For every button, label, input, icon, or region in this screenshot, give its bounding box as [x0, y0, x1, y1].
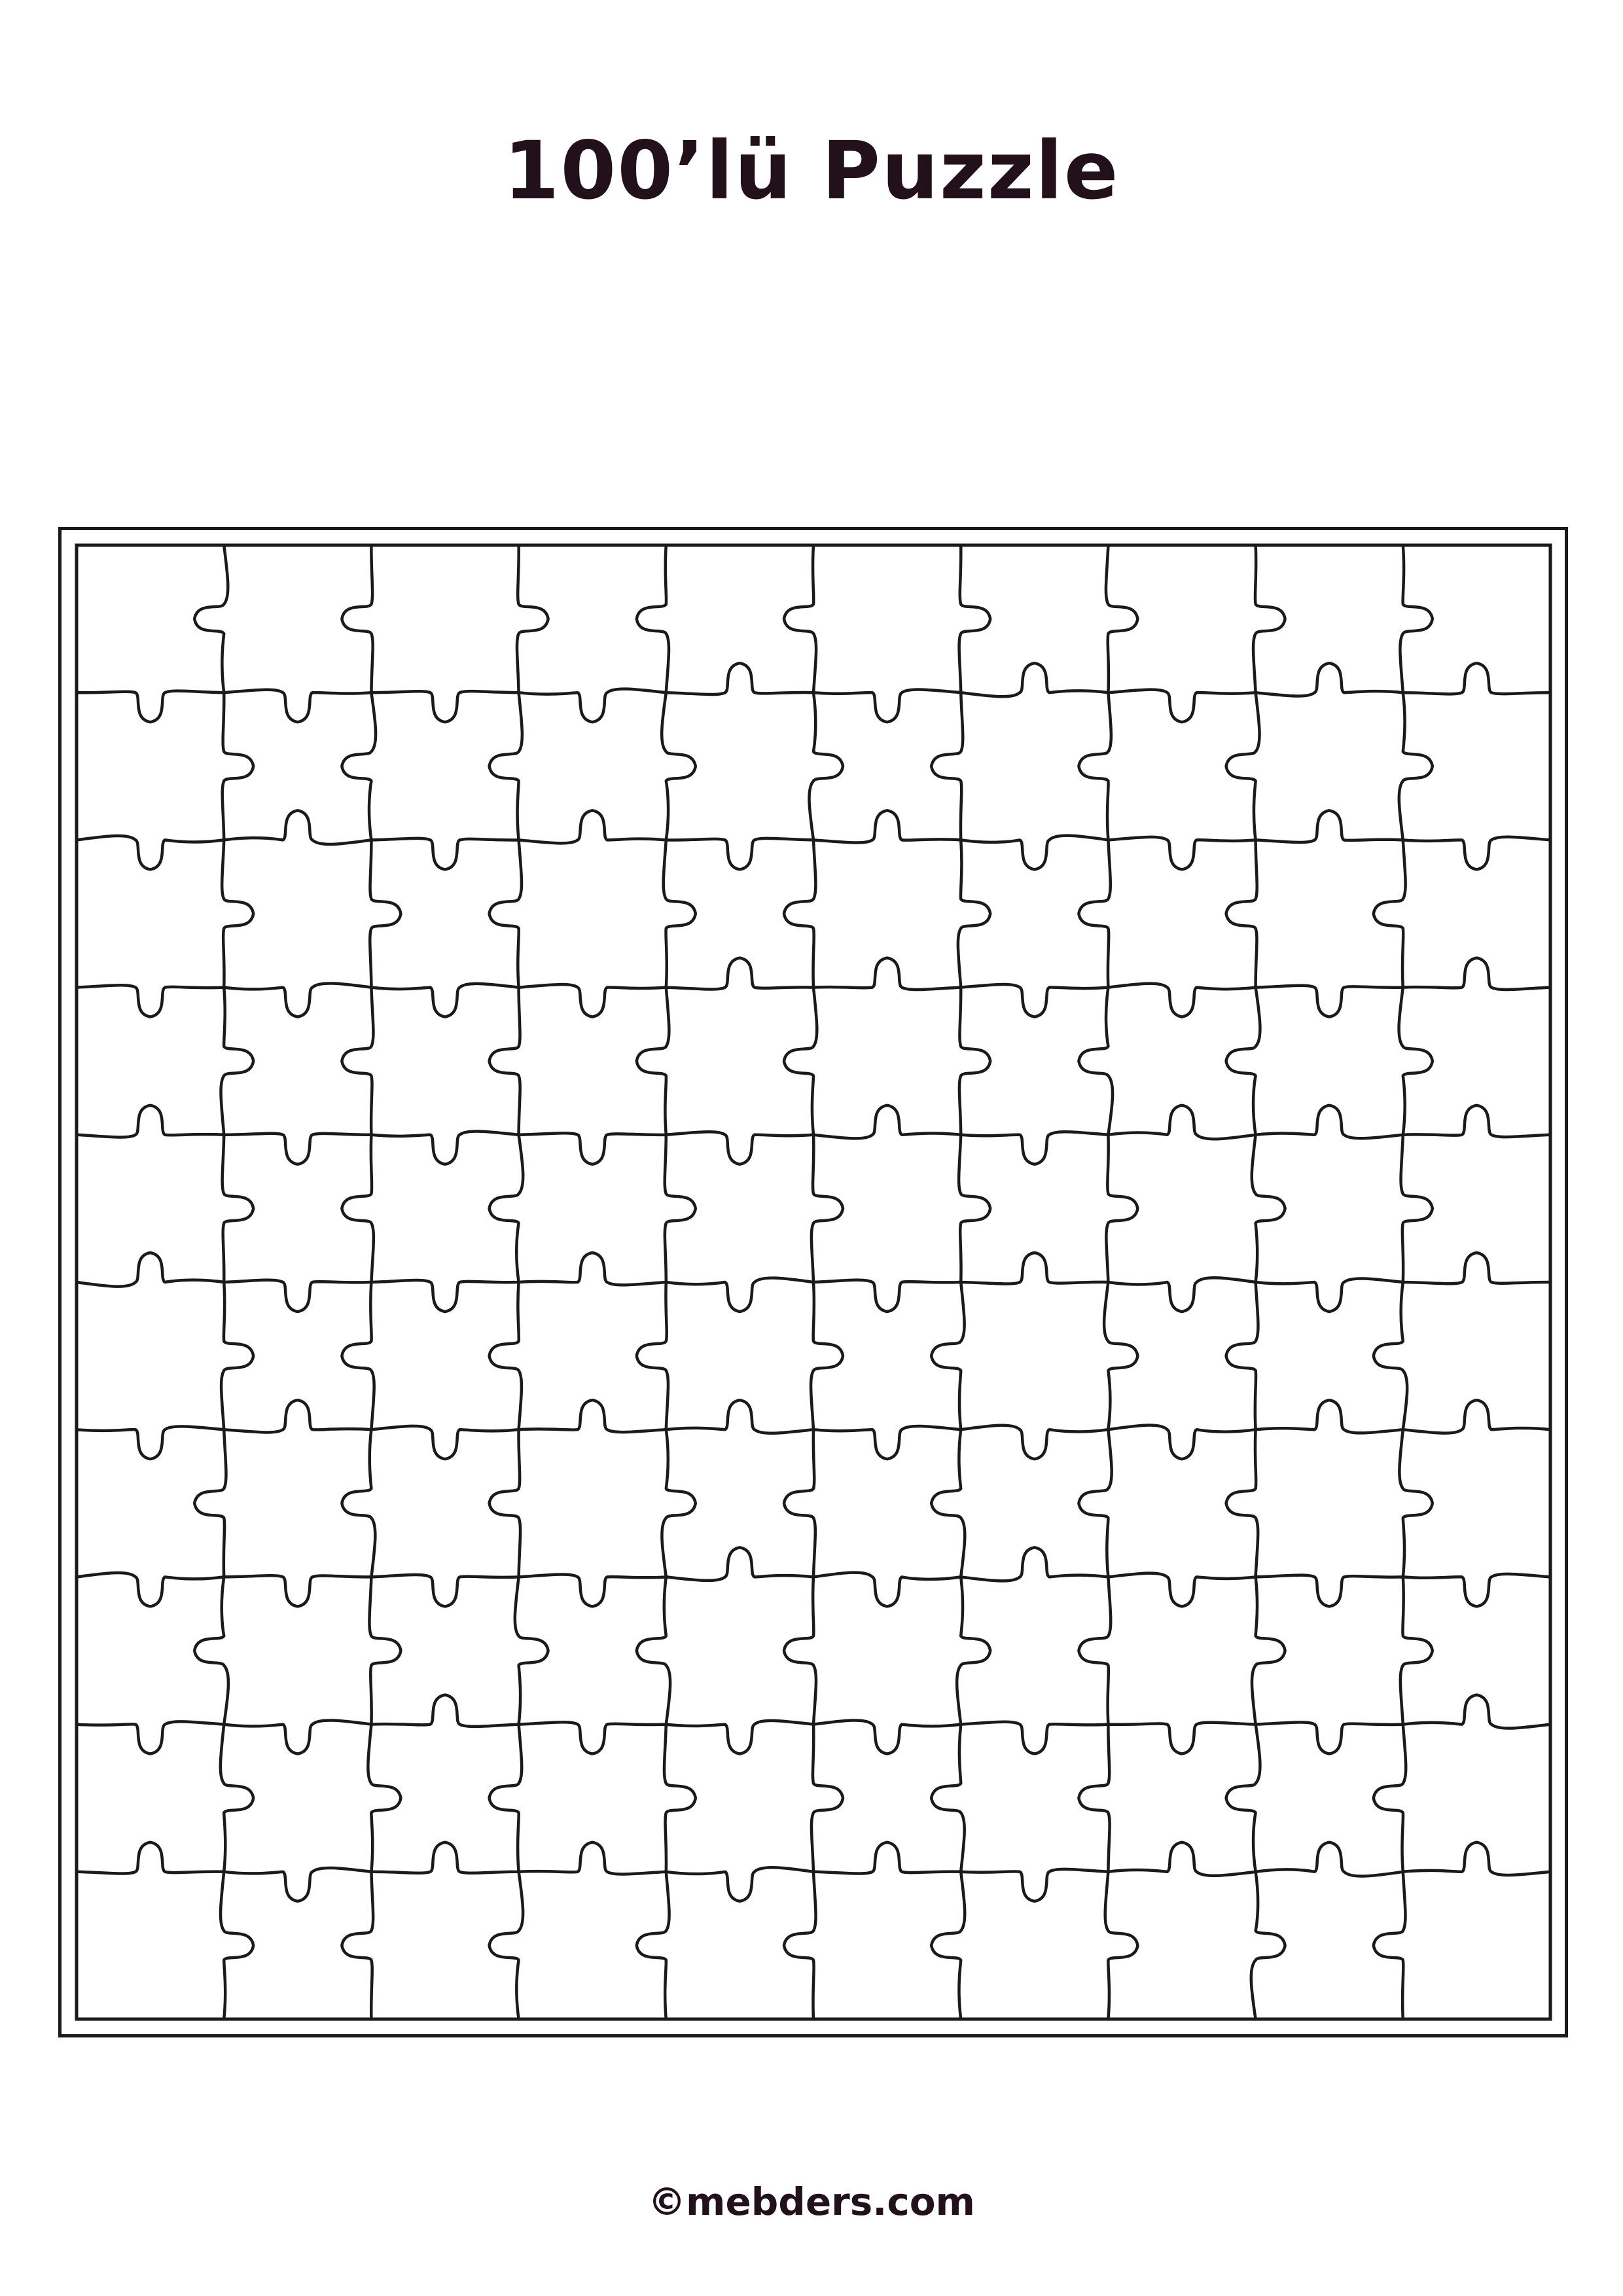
puzzle-board: [77, 545, 1550, 2019]
footer-copyright: ©mebders.com: [648, 2179, 975, 2224]
page-title: 100’lü Puzzle: [503, 124, 1120, 217]
puzzle-cut-lines: [77, 545, 1550, 2019]
vertical-cut-line: [637, 545, 696, 2019]
